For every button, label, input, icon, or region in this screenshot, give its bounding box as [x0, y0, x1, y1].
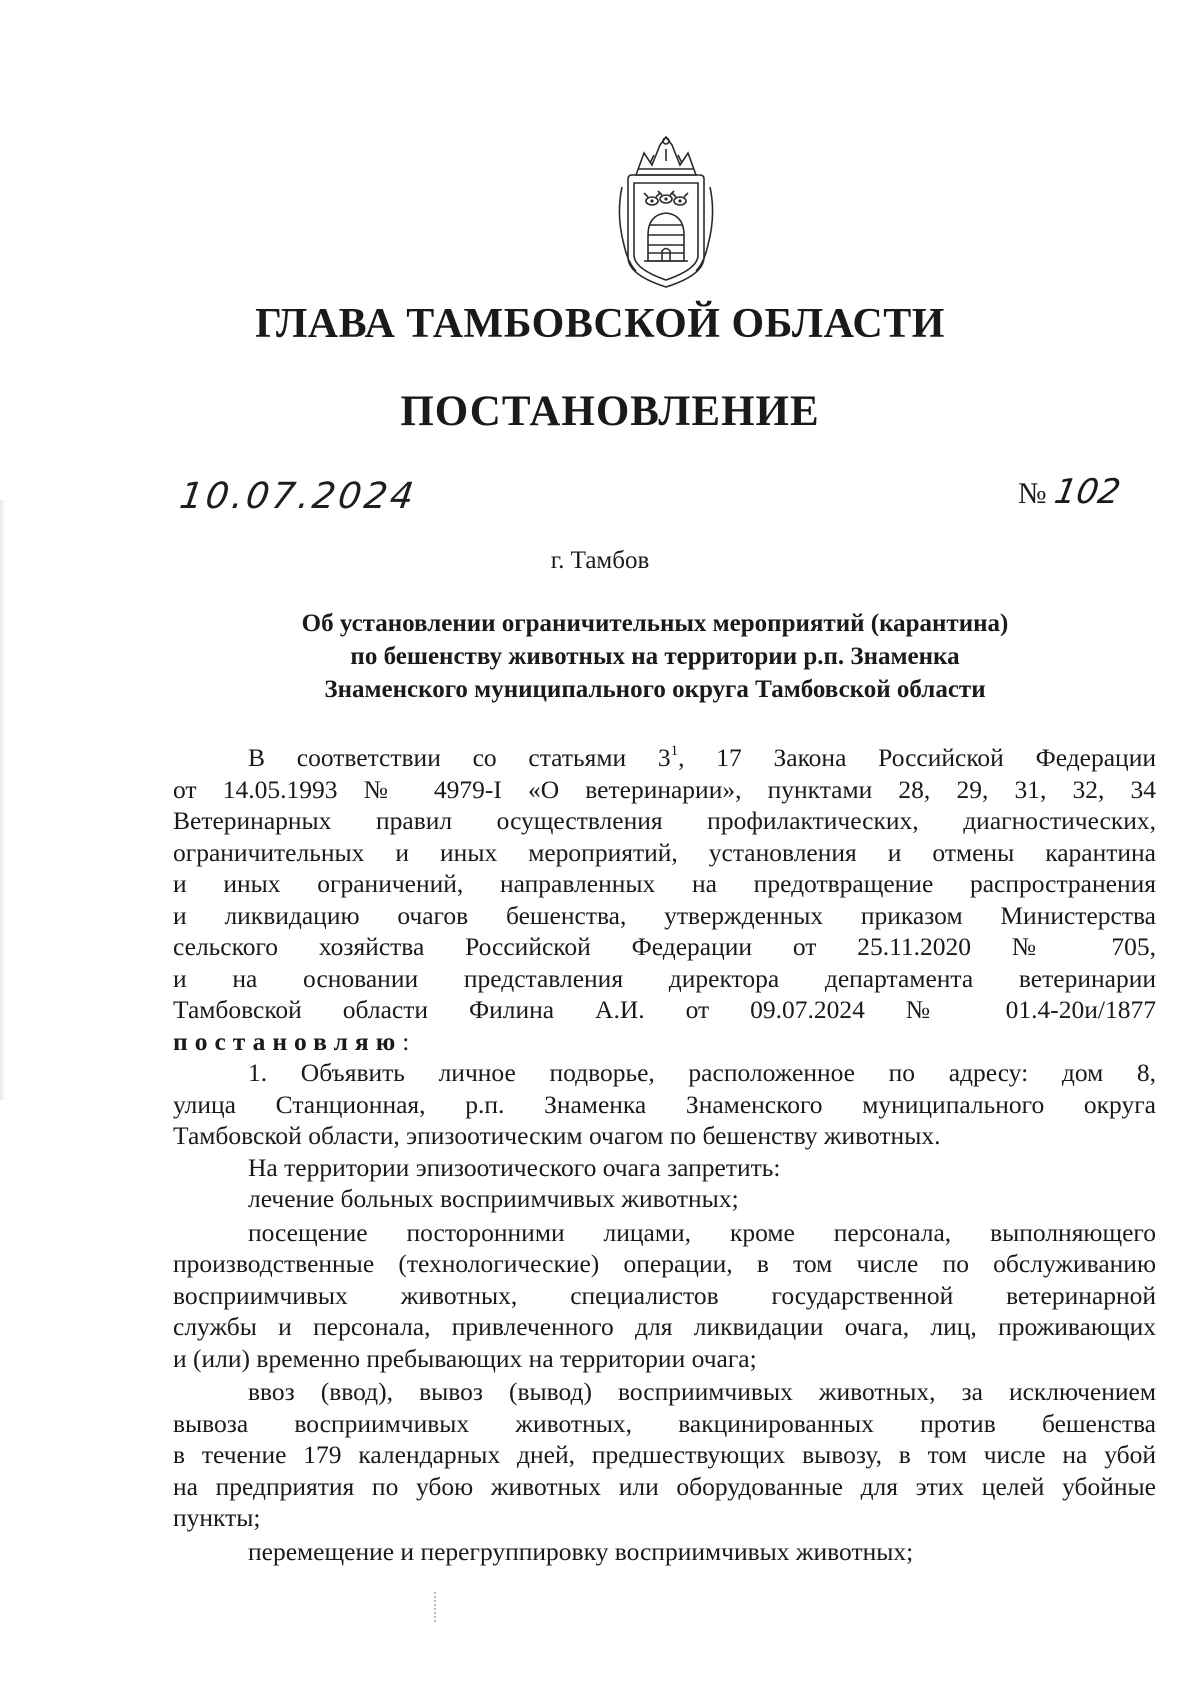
- body-line: посещение посторонними лицами, кроме персонала, выполняющего: [248, 1217, 1156, 1247]
- body-line: и иных ограничений, направленных на предотвращение распространения: [173, 869, 1156, 898]
- title-line: Знаменского муниципального округа Тамбовской области: [324, 676, 986, 703]
- title-line: Об установлении ограничительных мероприятий (карантина): [301, 610, 1009, 637]
- resolution-word: постановляю: [173, 1026, 403, 1056]
- handwritten-number: 102: [1051, 472, 1124, 512]
- document-number: [1018, 472, 1124, 512]
- body-text: В соответствии со статьями 3: [248, 743, 671, 772]
- body-line: и на основании представления директора департамента ветеринарии: [173, 963, 1156, 993]
- scan-shadow: [0, 500, 5, 1100]
- body-line: Тамбовской области, эпизоотическим очагом по бешенству животных.: [173, 1121, 941, 1150]
- body-line: лечение больных восприимчивых животных;: [248, 1184, 739, 1213]
- body-line: вывоза восприимчивых животных, вакцинированных против бешенства: [173, 1408, 1156, 1438]
- body-line: ограничительных и иных мероприятий, установления и отмены карантина: [173, 837, 1156, 867]
- body-line: Ветеринарных правил осуществления профилактических, диагностических,: [173, 806, 1156, 835]
- body-line: производственные (технологические) операции, в том числе по обслуживанию: [173, 1249, 1156, 1278]
- scan-artifact: [434, 1592, 438, 1622]
- handwritten-date: 10.07.2024: [177, 476, 420, 517]
- body-line: улица Станционная, р.п. Знаменка Знаменского муниципального округа: [173, 1089, 1156, 1119]
- tambov-coat-of-arms-icon: [614, 135, 718, 290]
- body-line: восприимчивых животных, специалистов государственной ветеринарной: [173, 1280, 1156, 1310]
- body-line: На территории эпизоотического очага запретить:: [248, 1152, 781, 1182]
- body-line: сельского хозяйства Российской Федерации от 25.11.2020 № 705,: [173, 932, 1156, 961]
- title-line: по бешенству животных на территории р.п. Знаменка: [350, 643, 960, 670]
- body-line: в течение 179 календарных дней, предшествующих вывозу, в том числе на убой: [173, 1440, 1156, 1469]
- body-line: от 14.05.1993 № 4979-I «О ветеринарии», пунктами 28, 29, 31, 32, 34: [173, 774, 1156, 804]
- city-line: г. Тамбов: [550, 547, 650, 574]
- document-type-heading: ПОСТАНОВЛЕНИЕ: [400, 388, 820, 435]
- resolution-word-line: [173, 1026, 1156, 1058]
- body-line: и ликвидацию очагов бешенства, утвержденных приказом Министерства: [173, 900, 1156, 930]
- superscript: 1: [670, 743, 679, 759]
- document-body: [173, 742, 1156, 1567]
- body-line: Тамбовской области Филина А.И. от 09.07.2024 № 01.4-20и/1877: [173, 995, 1156, 1024]
- number-sign: №: [1018, 477, 1047, 510]
- body-line: 1. Объявить личное подворье, расположенное по адресу: дом 8,: [248, 1058, 1156, 1087]
- body-text: , 17 Закона Российской Федерации: [678, 743, 1156, 772]
- body-line: перемещение и перегруппировку восприимчивых животных;: [248, 1536, 914, 1566]
- document-title: [250, 607, 1060, 706]
- body-line: пункты;: [173, 1503, 261, 1532]
- authority-heading: ГЛАВА ТАМБОВСКОЙ ОБЛАСТИ: [255, 301, 945, 347]
- body-line: ввоз (ввод), вывоз (вывод) восприимчивых животных, за исключением: [248, 1377, 1156, 1406]
- colon: :: [402, 1026, 410, 1056]
- body-line: [173, 742, 1156, 774]
- body-line: на предприятия по убою животных или оборудованные для этих целей убойные: [173, 1471, 1156, 1501]
- body-line: и (или) временно пребывающих на территории очага;: [173, 1343, 757, 1373]
- body-line: службы и персонала, привлеченного для ликвидации очага, лиц, проживающих: [173, 1312, 1156, 1341]
